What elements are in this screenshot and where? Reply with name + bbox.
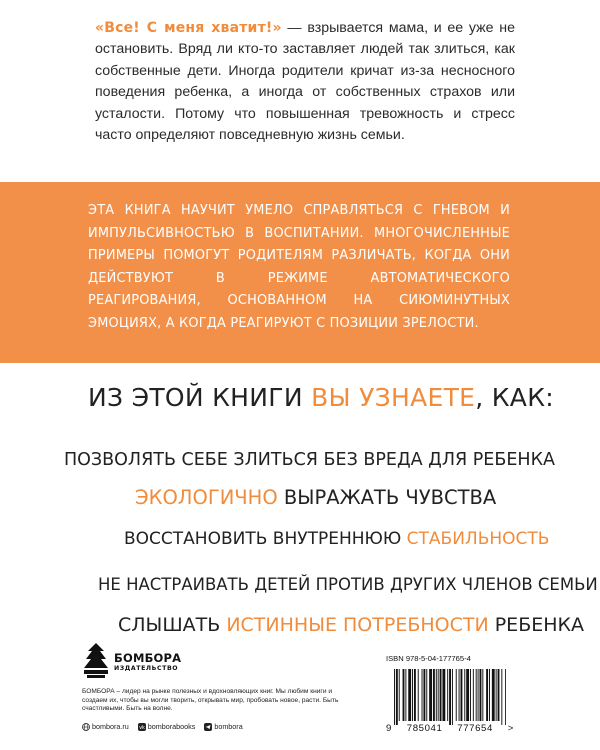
- barcode-bar: [461, 669, 463, 721]
- learn-item-2: [135, 486, 496, 509]
- barcode-bars: [394, 669, 506, 725]
- publisher-name: БОМБОРА: [114, 651, 182, 665]
- barcode-bar: [408, 669, 411, 721]
- learn-item-3: [124, 529, 549, 549]
- barcode-bar: [447, 669, 448, 721]
- barcode-bar: [433, 669, 435, 721]
- social-links: [82, 722, 243, 731]
- isbn-label: ISBN 978-5-04-177765-4: [386, 654, 471, 663]
- social-site[interactable]: [82, 722, 129, 731]
- barcode-bar: [418, 669, 419, 721]
- barcode-bar: [496, 669, 497, 721]
- learn-item-2-rest: ВЫРАЖАТЬ ЧУВСТВА: [277, 486, 497, 509]
- barcode-bar: [405, 669, 406, 721]
- intro-paragraph: [95, 18, 515, 146]
- barcode-bar: [442, 669, 445, 721]
- social-vk[interactable]: [138, 722, 196, 731]
- publisher-description: БОМБОРА – лидер на рынке полезных и вдохновляющих книг. Мы любим книги и создаем их, чтобы вы могли творить, открывать мир, пробовать новое, расти. Быть счастливыми. Быть на волне.: [82, 688, 339, 713]
- barcode-bar: [414, 669, 416, 721]
- barcode-bar: [466, 669, 469, 721]
- barcode-bar: [438, 669, 439, 721]
- barcode-bar: [478, 669, 479, 721]
- learn-item-2-accent: ЭКОЛОГИЧНО: [135, 486, 278, 509]
- barcode-bar: [440, 669, 442, 721]
- social-telegram-label: bombora: [214, 722, 243, 731]
- bombora-logo-icon: [82, 641, 110, 679]
- barcode-bar: [480, 669, 482, 721]
- learn-item-1: ПОЗВОЛЯТЬ СЕБЕ ЗЛИТЬСЯ БЕЗ ВРЕДА ДЛЯ РЕБЕНКА: [64, 450, 555, 470]
- social-site-label: bombora.ru: [92, 722, 129, 731]
- learn-item-5-end: РЕБЕНКА: [488, 614, 585, 636]
- barcode-bar: [489, 669, 490, 721]
- barcode-bar: [456, 669, 457, 721]
- barcode-bar: [505, 669, 506, 725]
- barcode: [384, 665, 516, 739]
- barcode-bar: [486, 669, 488, 721]
- barcode-bar: [412, 669, 413, 721]
- publisher-sub: ИЗДАТЕЛЬСТВО: [114, 665, 179, 672]
- intro-text: — взрывается мама, и ее уже не остановить. Вряд ли кто-то заставляет людей так злиться, как собственные дети. Иногда родители кричат из-за несносного поведения ребенка, а иногда от собственных страхов или усталости. Потому что повышенная тревожность и стресс часто определяют повседневную жизнь семьи.: [95, 20, 515, 144]
- barcode-bar: [501, 669, 502, 725]
- barcode-lead-digit: 9: [386, 723, 392, 734]
- barcode-bar: [464, 669, 465, 721]
- learn-item-3-accent: СТАБИЛЬНОСТЬ: [406, 529, 550, 549]
- heading-accent: ВЫ УЗНАЕТЕ: [311, 383, 476, 412]
- heading-end: , КАК:: [475, 383, 554, 412]
- barcode-bar: [492, 669, 495, 721]
- social-telegram[interactable]: [204, 722, 242, 731]
- social-vk-label: bomborabooks: [147, 722, 196, 731]
- vk-icon: [138, 723, 146, 731]
- barcode-bar: [429, 669, 432, 721]
- barcode-bar: [399, 669, 400, 721]
- intro-quote: «Все! С меня хватит!»: [95, 20, 282, 36]
- barcode-bar: [473, 669, 474, 721]
- barcode-bar: [394, 669, 395, 725]
- svg-text:vk: vk: [138, 724, 145, 731]
- publisher-logo: [82, 641, 182, 681]
- barcode-bar: [482, 669, 483, 721]
- barcode-bar: [476, 669, 477, 721]
- band-text: ЭТА КНИГА НАУЧИТ УМЕЛО СПРАВЛЯТЬСЯ С ГНЕВОМ И ИМПУЛЬСИВНОСТЬЮ В ВОСПИТАНИИ. МНОГОЧИСЛЕННЫЕ ПРИМЕРЫ ПОМОГУТ РОДИТЕЛЯМ РАЗЛИЧАТЬ, КОГДА ОНИ ДЕЙСТВУЮТ В РЕЖИМЕ АВТОМАТИЧЕСКОГО РЕАГИРОВАНИЯ, ОСНОВАННОМ НА СИЮМИНУТНЫХ ЭМОЦИЯХ, А КОГДА РЕАГИРУЮТ С ПОЗИЦИИ ЗРЕЛОСТИ.: [88, 203, 510, 331]
- barcode-bar: [452, 669, 453, 725]
- barcode-bar: [426, 669, 427, 721]
- barcode-bar: [396, 669, 398, 725]
- barcode-bar: [403, 669, 405, 721]
- barcode-number: [384, 723, 516, 734]
- barcode-bar: [422, 669, 423, 721]
- barcode-group-2: 777654: [457, 723, 493, 734]
- barcode-group-1: 785041: [406, 723, 443, 734]
- barcode-bar: [449, 669, 451, 725]
- learn-item-4: НЕ НАСТРАИВАТЬ ДЕТЕЙ ПРОТИВ ДРУГИХ ЧЛЕНОВ СЕМЬИ: [98, 575, 598, 594]
- barcode-trail: >: [507, 723, 514, 734]
- learn-heading: [88, 383, 554, 412]
- heading-start: ИЗ ЭТОЙ КНИГИ: [88, 383, 303, 412]
- learn-item-5-accent: ИСТИННЫЕ ПОТРЕБНОСТИ: [226, 614, 489, 636]
- barcode-bar: [436, 669, 437, 721]
- learn-item-5: [118, 614, 584, 636]
- learn-item-5-start: СЛЫШАТЬ: [118, 614, 227, 636]
- barcode-bar: [459, 669, 460, 721]
- barcode-bar: [470, 669, 471, 721]
- learn-item-3-start: ВОССТАНОВИТЬ ВНУТРЕННЮЮ: [124, 529, 407, 549]
- telegram-icon: [204, 723, 212, 731]
- barcode-bar: [498, 669, 500, 721]
- barcode-bar: [423, 669, 425, 721]
- globe-icon: [82, 723, 90, 731]
